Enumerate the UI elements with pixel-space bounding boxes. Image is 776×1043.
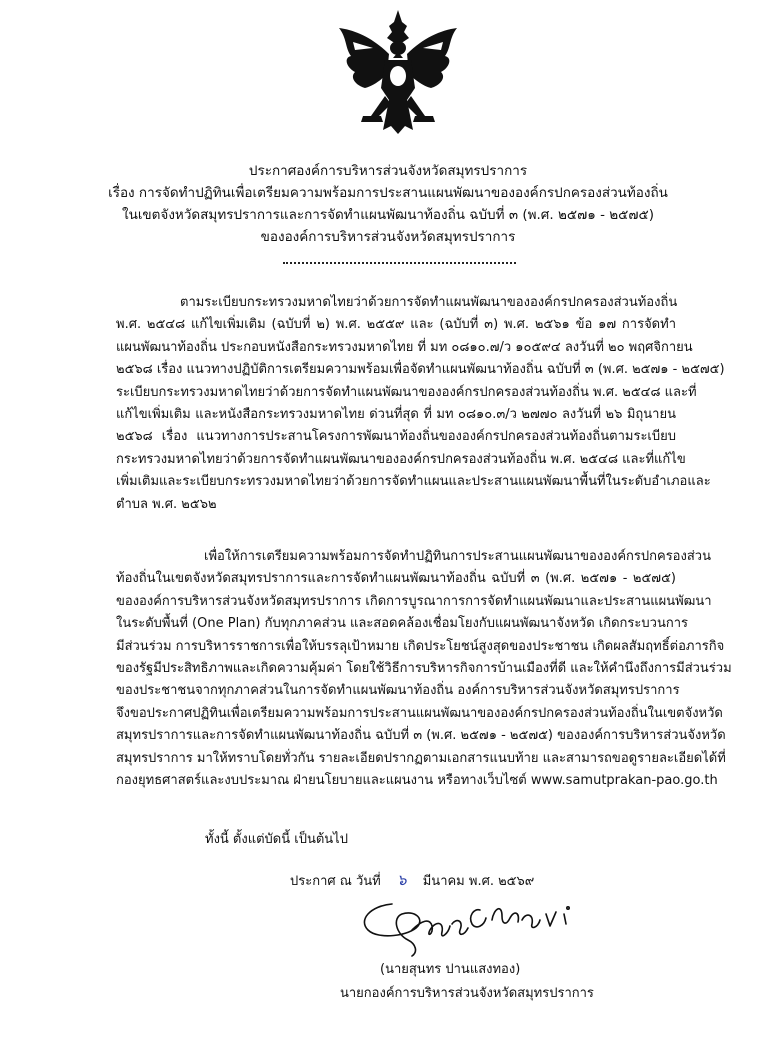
dotted-divider: [283, 262, 516, 264]
paragraph-line: ตำบล พ.ศ. ๒๕๖๒: [116, 496, 217, 512]
paragraph-line: สมุทรปราการและการจัดทำแผนพัฒนาท้องถิ่น ฉบับที่ ๓ (พ.ศ. ๒๕๗๑ - ๒๕๗๕) ขององค์การบริหารส่วนจังหวัด: [116, 728, 726, 744]
signer-name: (นายสุนทร ปานแสงทอง): [380, 962, 521, 977]
paragraph-line: มีส่วนร่วม การบริหารราชการเพื่อให้บรรลุเป้าหมาย เกิดประโยชน์สูงสุดของประชาชน เกิดผลสัมฤทธิ์ต่อภารกิจ: [116, 638, 725, 654]
paragraph-line: กระทรวงมหาดไทยว่าด้วยการจัดทำแผนพัฒนาขององค์กรปกครองส่วนท้องถิ่น พ.ศ. ๒๕๔๘ และที่แก้ไข: [116, 451, 686, 467]
given-month-year: มีนาคม พ.ศ. ๒๕๖๙: [422, 874, 535, 889]
announcement-title: ประกาศองค์การบริหารส่วนจังหวัดสมุทรปราการ: [248, 163, 528, 179]
paragraph-line: ท้องถิ่นในเขตจังหวัดสมุทรปราการและการจัดทำแผนพัฒนาท้องถิ่น ฉบับที่ ๓ (พ.ศ. ๒๕๗๑ - ๒๕๗๕): [116, 571, 676, 587]
signer-position: นายกองค์การบริหารส่วนจังหวัดสมุทรปราการ: [340, 986, 594, 1001]
paragraph-line: ของรัฐมีประสิทธิภาพและเกิดความคุ้มค่า โดยใช้วิธีการบริหารกิจการบ้านเมืองที่ดี และให้คำนึงถึงการมีส่วนร่วม: [116, 661, 732, 677]
paragraph-line: ๒๕๖๘ เรื่อง แนวทางปฏิบัติการเตรียมความพร้อมเพื่อจัดทำแผนพัฒนาท้องถิ่น ฉบับที่ ๓ (พ.ศ. ๒๕๗๑ - ๒๕๗๕): [116, 362, 725, 378]
garuda-emblem-icon: [333, 8, 463, 136]
paragraph-line: จึงขอประกาศปฏิทินเพื่อเตรียมความพร้อมการประสานแผนพัฒนาขององค์กรปกครองส่วนท้องถิ่นในเขตจังหวัด: [116, 705, 723, 721]
paragraph-line: เพื่อให้การเตรียมความพร้อมการจัดทำปฏิทินการประสานแผนพัฒนาขององค์กรปกครองส่วน: [204, 549, 711, 564]
paragraph-line: ขององค์การบริหารส่วนจังหวัดสมุทรปราการ เกิดการบูรณาการการจัดทำแผนพัฒนาและประสานแผนพัฒนา: [116, 593, 712, 609]
body-paragraph-1: [116, 292, 725, 516]
announcement-subject: เรื่อง การจัดทำปฏิทินเพื่อเตรียมความพร้อมการประสานแผนพัฒนาขององค์กรปกครองส่วนท้องถิ่น: [108, 185, 668, 201]
handwritten-day: ๖: [396, 871, 407, 889]
paragraph-line: ระเบียบกระทรวงมหาดไทยว่าด้วยการจัดทำแผนพัฒนาขององค์กรปกครองส่วนท้องถิ่น พ.ศ. ๒๕๔๘ และที่: [116, 384, 697, 400]
given-prefix: ประกาศ ณ วันที่: [290, 874, 381, 889]
announcement-subject-line3: ขององค์การบริหารส่วนจังหวัดสมุทรปราการ: [260, 229, 516, 245]
given-date: [290, 868, 540, 892]
paragraph-line: ในระดับพื้นที่ (One Plan) กับทุกภาคส่วน และสอดคล้องเชื่อมโยงกับแผนพัฒนาจังหวัด เกิดกระบวนการ: [116, 616, 688, 632]
paragraph-line: ตามระเบียบกระทรวงมหาดไทยว่าด้วยการจัดทำแผนพัฒนาขององค์กรปกครองส่วนท้องถิ่น: [180, 295, 678, 310]
closing-statement: ทั้งนี้ ตั้งแต่บัดนี้ เป็นต้นไป: [205, 832, 348, 847]
paragraph-line: กองยุทธศาสตร์และงบประมาณ ฝ่ายนโยบายและแผนงาน หรือทางเว็บไซต์ www.samutprakan-pao.go.th: [116, 773, 718, 789]
body-paragraph-2: [116, 546, 732, 792]
announcement-subject-line2: ในเขตจังหวัดสมุทรปราการและการจัดทำแผนพัฒนาท้องถิ่น ฉบับที่ ๓ (พ.ศ. ๒๕๗๑ - ๒๕๗๕): [122, 207, 654, 223]
paragraph-line: ๒๕๖๘ เรื่อง แนวทางการประสานโครงการพัฒนาท้องถิ่นขององค์กรปกครองส่วนท้องถิ่นตามระเบียบ: [116, 429, 676, 445]
paragraph-line: ของประชาชนจากทุกภาคส่วนในการจัดทำแผนพัฒนาท้องถิ่น องค์การบริหารส่วนจังหวัดสมุทรปราการ: [116, 683, 680, 699]
paragraph-line: พ.ศ. ๒๕๔๘ แก้ไขเพิ่มเติม (ฉบับที่ ๒) พ.ศ. ๒๕๕๙ และ (ฉบับที่ ๓) พ.ศ. ๒๕๖๑ ข้อ ๑๗ การจัดทำ: [116, 317, 676, 333]
signature-image: [352, 890, 582, 960]
paragraph-line: เพิ่มเติมและระเบียบกระทรวงมหาดไทยว่าด้วยการจัดทำแผนและประสานแผนพัฒนาพื้นที่ในระดับอำเภอและ: [116, 474, 711, 490]
paragraph-line: สมุทรปราการ มาให้ทราบโดยทั่วกัน รายละเอียดปรากฏตามเอกสารแนบท้าย และสามารถขอดูรายละเอียดได้ที่: [116, 750, 726, 766]
paragraph-line: แก้ไขเพิ่มเติม และหนังสือกระทรวงมหาดไทย ด่วนที่สุด ที่ มท ๐๘๑๐.๓/ว ๒๗๗๐ ลงวันที่ ๒๖ มิถุนายน: [116, 407, 676, 423]
paragraph-line: แผนพัฒนาท้องถิ่น ประกอบหนังสือกระทรวงมหาดไทย ที่ มท ๐๘๑๐.๗/ว ๑๐๕๙๔ ลงวันที่ ๒๐ พฤศจิกายน: [116, 339, 693, 355]
